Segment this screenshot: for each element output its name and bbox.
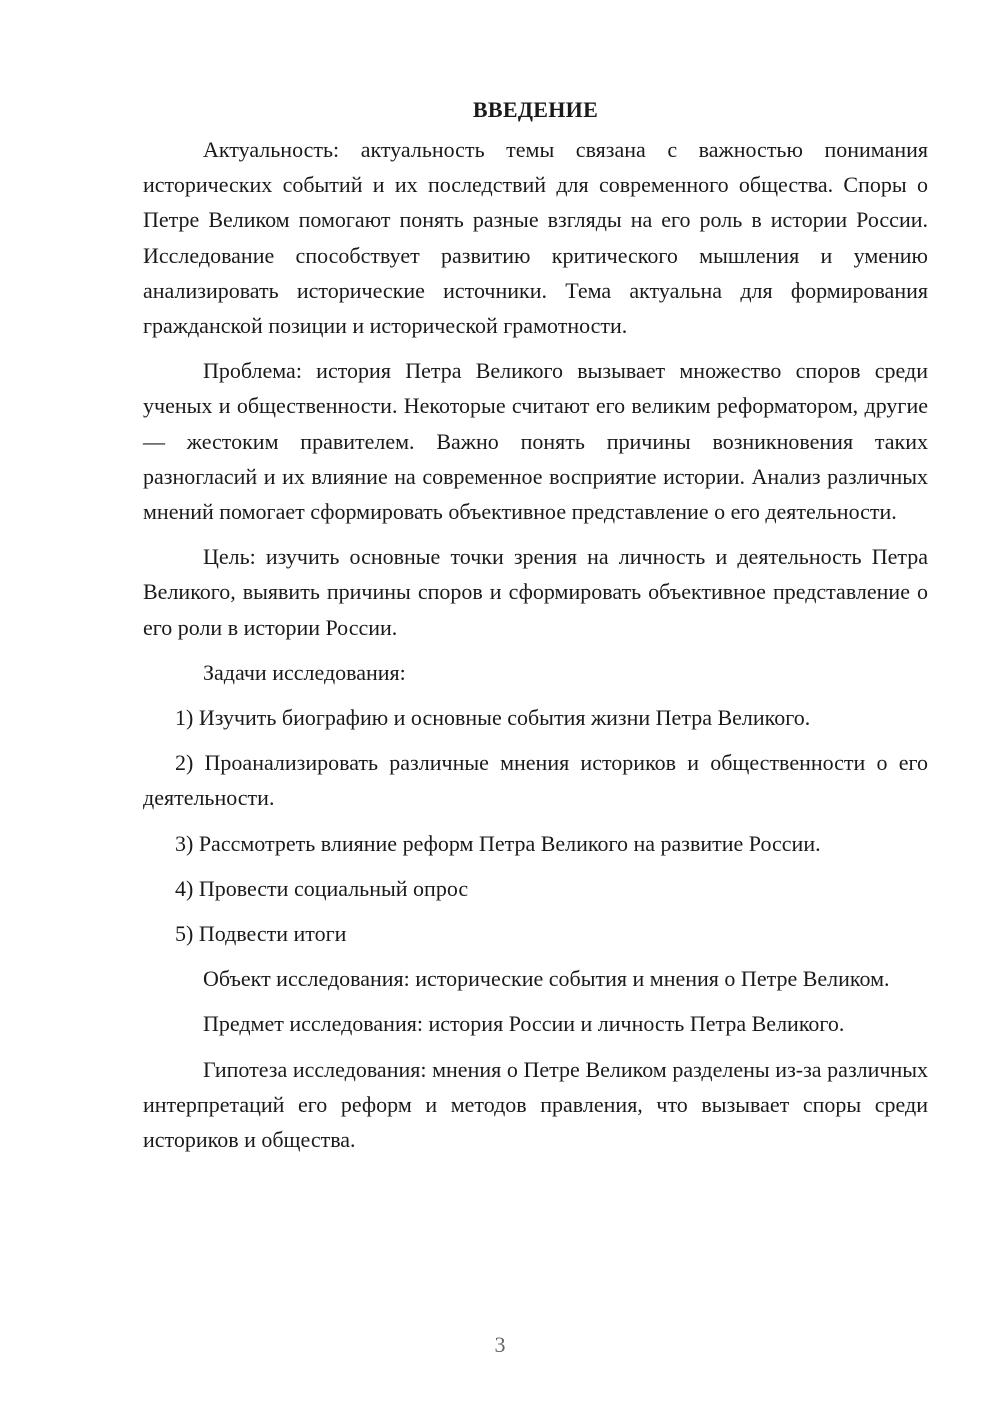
paragraph-goal: Цель: изучить основные точки зрения на личность и деятельность Петра Великого, выявить причины споров и сформировать объективное представление о его роли в истории России.: [143, 544, 928, 640]
tasks-list: [143, 700, 928, 951]
paragraph-problem: Проблема: история Петра Великого вызывает множество споров среди ученых и общественности. Некоторые считают его великим реформатором, другие — жестоким правителем. Важно понять причины возникновения таких разногласий и их влияние на современное восприятие истории. Анализ различных мнений помогает сформировать объективное представление о его деятельности.: [143, 358, 928, 525]
task-item-4: 4) Провести социальный опрос: [175, 875, 469, 901]
paragraph-hypothesis: Гипотеза исследования: мнения о Петре Великом разделены из-за различных интерпретаций его реформ и методов правления, что вызывает споры среди историков и общества.: [143, 1056, 928, 1153]
document-page: [143, 92, 928, 1167]
task-item-1: 1) Изучить биографию и основные события жизни Петра Великого.: [175, 705, 811, 731]
task-item-3: 3) Рассмотреть влияние реформ Петра Великого на развитие России.: [175, 830, 821, 856]
task-item-2: 2) Проанализировать различные мнения историков и общественности о его деятельности.: [143, 750, 928, 811]
page-title: ВВЕДЕНИЕ: [472, 97, 599, 122]
paragraph-relevance: Актуальность: актуальность темы связана с важностью понимания исторических событий и их последствий для современного общества. Споры о Петре Великом помогают понять разные взгляды на его роль в истории России. Исследование способствует развитию критического мышления и умению анализировать исторические источники. Тема актуальна для формирования гражданской позиции и исторической грамотности.: [143, 137, 928, 339]
tasks-heading: Задачи исследования:: [203, 659, 406, 685]
page-number: 3: [494, 1332, 506, 1357]
paragraph-subject: Предмет исследования: история России и личность Петра Великого.: [203, 1011, 845, 1037]
paragraph-object: Объект исследования: исторические события и мнения о Петре Великом.: [203, 966, 890, 992]
task-item-5: 5) Подвести итоги: [175, 921, 347, 947]
